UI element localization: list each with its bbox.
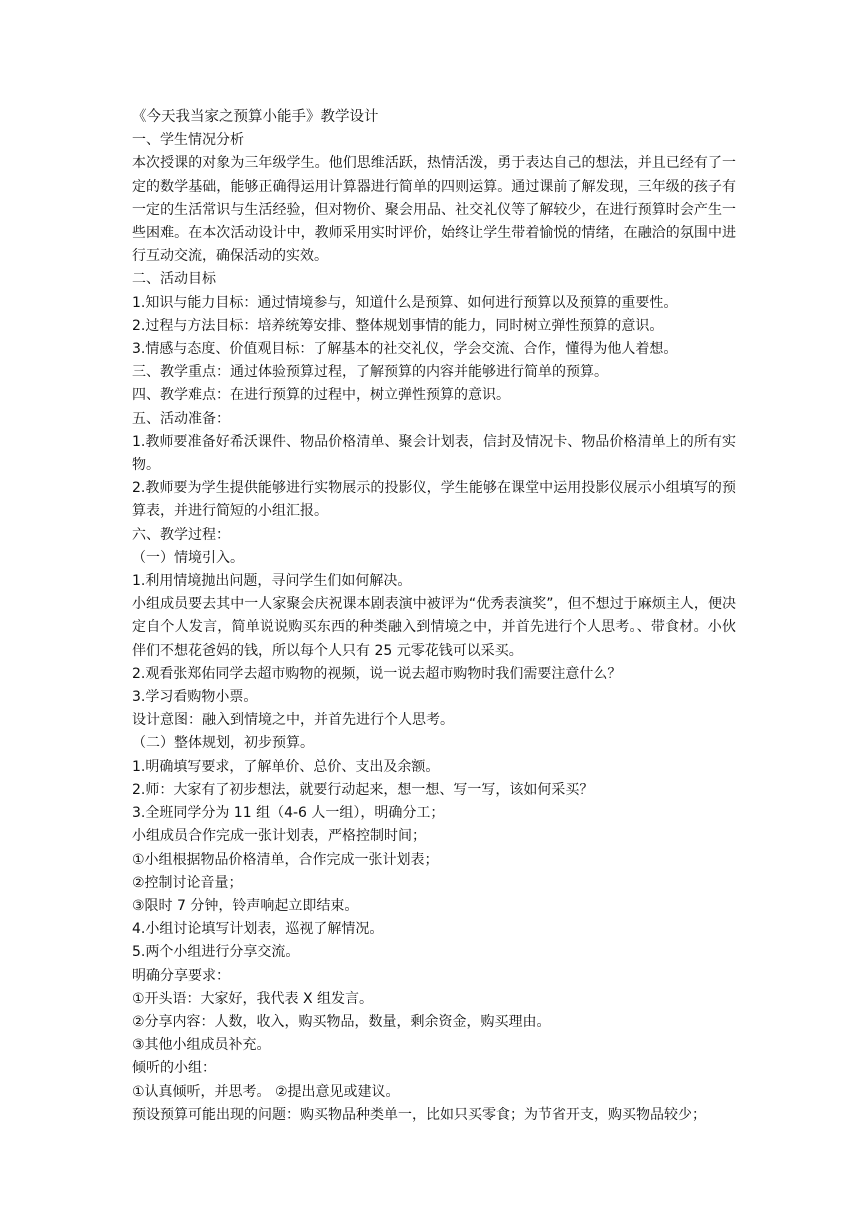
part-heading-situation: （一）情境引入。 [132, 549, 244, 566]
document-page [132, 106, 736, 1127]
share-requirement-heading: 明确分享要求： [132, 967, 230, 984]
goal-process: 2.过程与方法目标：培养统筹安排、整体规划事情的能力，同时树立弹性预算的意识。 [132, 317, 664, 334]
process-step-2-2: 2.师：大家有了初步想法，就要行动起来，想一想、写一写，该如何采买？ [132, 781, 594, 798]
share-rule-2: ②分享内容：人数，收入，购买物品，数量，剩余资金，购买理由。 [132, 1013, 551, 1030]
plan-rule-3: ③限时 7 分钟，铃声响起立即结束。 [132, 897, 359, 914]
section-heading-student-analysis: 一、学生情况分析 [132, 132, 244, 149]
process-step-2-5: 5.两个小组进行分享交流。 [132, 944, 300, 961]
process-step-1-2: 2.观看张郑佑同学去超市购物的视频，说一说去超市购物时我们需要注意什么？ [132, 665, 622, 682]
share-rule-3: ③其他小组成员补充。 [132, 1037, 271, 1054]
situation-story-paragraph: 小组成员要去其中一人家聚会庆祝课本剧表演中被评为“优秀表演奖”，但不想过于麻烦主人，便决定自个人发言，简单说说购买东西的种类融入到情境之中，并首先进行个人思考。、带食材。小伙伴们不想花爸妈的钱，所以每个人只有 25 元零花钱可以采买。 [132, 596, 736, 659]
part-heading-planning: （二）整体规划，初步预算。 [132, 735, 314, 752]
plan-requirement: 小组成员合作完成一张计划表，严格控制时间； [132, 828, 426, 845]
section-heading-goals: 二、活动目标 [132, 271, 216, 288]
section-heading-process: 六、教学过程： [132, 526, 230, 543]
listening-group-rules: ①认真倾听，并思考。 ②提出意见或建议。 [132, 1083, 400, 1100]
design-intent: 设计意图：融入到情境之中，并首先进行个人思考。 [132, 712, 454, 729]
listening-group-heading: 倾听的小组： [132, 1060, 216, 1077]
preset-problems: 预设预算可能出现的问题：购买物品种类单一，比如只买零食；为节省开支，购买物品较少； [132, 1106, 706, 1123]
preparation-item-1: 1.教师要准备好希沃课件、物品价格清单、聚会计划表，信封及情况卡、物品价格清单上的所有实物。 [132, 433, 736, 474]
section-heading-preparation: 五、活动准备： [132, 410, 230, 427]
share-rule-1: ①开头语：大家好，我代表 X 组发言。 [132, 990, 374, 1007]
process-step-2-4: 4.小组讨论填写计划表，巡视了解情况。 [132, 921, 384, 938]
document-title: 《今天我当家之预算小能手》教学设计 [132, 109, 379, 125]
goal-emotion: 3.情感与态度、价值观目标：了解基本的社交礼仪，学会交流、合作，懂得为他人着想。 [132, 341, 678, 358]
section-difficulty: 四、教学难点：在进行预算的过程中，树立弹性预算的意识。 [132, 387, 510, 404]
goal-knowledge: 1.知识与能力目标：通过情境参与，知道什么是预算、如何进行预算以及预算的重要性。 [132, 294, 678, 311]
student-analysis-paragraph: 本次授课的对象为三年级学生。他们思维活跃，热情活泼，勇于表达自己的想法，并且已经有了一定的数学基础，能够正确得运用计算器进行简单的四则运算。通过课前了解发现，三年级的孩子有一定的生活常识与生活经验，但对物价、聚会用品、社交礼仪等了解较少，在进行预算时会产生一些困难。在本次活动设计中，教师采用实时评价，始终让学生带着愉悦的情绪，在融洽的氛围中进行互动交流，确保活动的实效。 [132, 155, 736, 265]
process-step-2-3: 3.全班同学分为 11 组（4-6 人一组），明确分工； [132, 805, 445, 822]
process-step-1-3: 3.学习看购物小票。 [132, 689, 258, 706]
plan-rule-1: ①小组根据物品价格清单，合作完成一张计划表； [132, 851, 439, 868]
process-step-2-1: 1.明确填写要求，了解单价、总价、支出及余额。 [132, 758, 440, 775]
plan-rule-2: ②控制讨论音量； [132, 874, 243, 891]
process-step-1-1: 1.利用情境抛出问题，寻问学生们如何解决。 [132, 573, 412, 590]
section-key-point: 三、教学重点：通过体验预算过程，了解预算的内容并能够进行简单的预算。 [132, 364, 608, 381]
preparation-item-2: 2.教师要为学生提供能够进行实物展示的投影仪，学生能够在课堂中运用投影仪展示小组填写的预算表，并进行简短的小组汇报。 [132, 480, 736, 520]
